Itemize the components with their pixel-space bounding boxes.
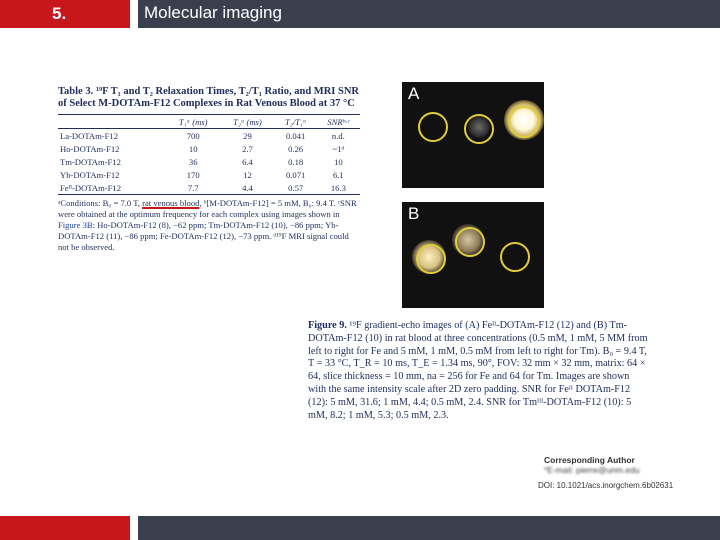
table-cell: Yb-DOTAm-F12 [60, 169, 120, 180]
table-cell: 2.7 [242, 143, 253, 154]
table-cell: 12 [243, 169, 252, 180]
roi-circle [508, 106, 540, 138]
table-header-cell [58, 115, 166, 128]
table-row [58, 181, 360, 194]
table-cell: Feᴵᴵ-DOTAm-F12 [60, 182, 121, 193]
table-row [58, 155, 360, 168]
author-email: *E-mail: pierre@unm.edu [544, 465, 640, 475]
mri-image-b [402, 202, 544, 308]
table-header-cell: SNRᵇ·ᶜ [327, 116, 350, 127]
table-cell: 7.7 [187, 182, 199, 193]
footnote-text: : Ho-DOTAm-F12 (8), −62 ppm; Tm-DOTAm-F12 (10), −86 ppm; Yb-DOTAm-F12 (11), −86 ppm; Fe-DOTAm-F12 (12), −73 ppm. ᵈ¹⁹F MRI signal could not be observed. [58, 220, 349, 252]
table-cell: n.d. [331, 130, 345, 141]
table-header-cell: T₁ᵃ (ms) [178, 116, 208, 127]
panel-b-label: B [408, 204, 420, 223]
table-cell: 0.57 [288, 182, 304, 193]
table-header-cell: T₂ᵃ (ms) [233, 116, 262, 127]
table-cell: 29 [243, 130, 252, 141]
table-header-cell: T₂/T₁ᵃ [284, 116, 307, 127]
corresponding-author [544, 455, 640, 475]
roi-circle [455, 227, 485, 257]
footer-bar [138, 516, 720, 540]
figure-link[interactable]: Figure 3B [58, 220, 93, 230]
table-cell: Tm-DOTAm-F12 [60, 156, 121, 167]
table-cell: 10 [334, 156, 343, 167]
underlined-phrase: rat venous blood [142, 198, 200, 208]
table-excerpt [58, 86, 360, 304]
corresponding-author-title: Corresponding Author [544, 455, 635, 465]
section-number-box [0, 0, 130, 28]
table-cell: 36 [188, 156, 198, 167]
table-cell: 0.041 [285, 130, 306, 141]
section-number: 5. [52, 4, 67, 23]
table-cell: 4.4 [242, 182, 253, 193]
table-cell: 0.071 [285, 169, 306, 180]
footnote-text: ᵃConditions: B₀ = 7.0 T, [58, 198, 143, 208]
table-cell: 700 [186, 130, 200, 141]
roi-circle [500, 242, 530, 272]
table-cell: 0.26 [288, 143, 304, 154]
figure-caption-text: ¹⁹F gradient-echo images of (A) Feᴵᴵ-DOTAm-F12 (12) and (B) Tm-DOTAm-F12 (10) in rat blood at three concentrations (0.5 mM, 1 mM, 5 MM from left to right for Fe and 5 mM, 1 mM, 0.5 mM from left to right for Tm). B₀ = 9.4 T, T = 33 °C, T_R = 10 ms, T_E = 1.34 ms, 90°, FOV: 32 mm × 32 mm, matrix: 64 × 64, slice thickness = 10 mm, na = 256 for Fe and 64 for Tm. Images are shown with the same intensity scale after 2D zero padding. SNR for Feᴵᴵ DOTAm-F12 (12): 5 mM, 31.6; 1 mM, 4.4; 0.5 mM, 2.4. SNR for Tmᴵᴵᴵ-DOTAm-F12 (10): 5 mM, 8.2; 1 mM, 5.3; 0.5 mM, 2.3. [308, 320, 648, 421]
table-caption: Table 3. ¹⁹F T₁ and T₂ Relaxation Times, T₂/T₁ Ratio, and MRI SNR of Select M-DOTAm-F12 Complexes in Rat Venous Blood at 37 °C [58, 86, 359, 109]
panel-a-label: A [408, 84, 420, 103]
roi-circle [418, 112, 448, 142]
table-cell: Ho-DOTAm-F12 [60, 143, 120, 154]
footnote-text: , ᵇ[M-DOTAm-F12] = 5 mM, B₀: 9.4 T. ᶜSNR were obtained at the optimum frequency for each complex using images shown in [58, 198, 357, 219]
table-row [58, 129, 360, 142]
table-cell: 10 [188, 143, 198, 154]
table-cell: 16.3 [330, 182, 346, 193]
table-cell: 6.1 [332, 169, 344, 180]
doi-text: DOI: 10.1021/acs.inorgchem.6b02631 [538, 481, 674, 490]
roi-circle [416, 244, 446, 274]
figure-label: Figure 9. [308, 320, 347, 331]
relaxation-table [58, 115, 360, 194]
mri-image-a [402, 82, 544, 188]
table-footnote [58, 198, 360, 253]
figure-caption [308, 320, 650, 422]
table-cell: 170 [186, 169, 200, 180]
title-bar [138, 0, 720, 28]
table-rule-bottom [58, 194, 360, 195]
roi-circle [464, 114, 494, 144]
footer-accent [0, 516, 130, 540]
table-header-row [58, 115, 360, 128]
table-cell: 6.4 [242, 156, 253, 167]
table-cell: La-DOTAm-F12 [60, 130, 119, 141]
table-cell: ~1ᵈ [332, 143, 345, 154]
table-cell: 0.18 [288, 156, 304, 167]
table-row [58, 168, 360, 181]
table-row [58, 142, 360, 155]
slide-title: Molecular imaging [144, 3, 282, 22]
